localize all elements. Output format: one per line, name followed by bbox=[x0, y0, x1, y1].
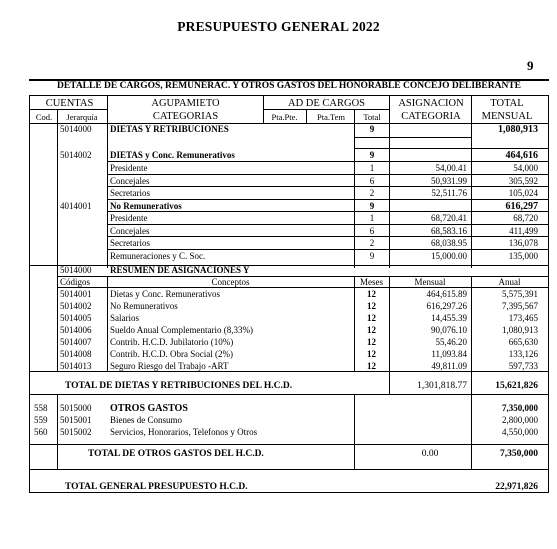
rule-row bbox=[107, 199, 548, 200]
cargo-total: 1 bbox=[369, 163, 375, 173]
cargo-asignacion: 54,00.41 bbox=[435, 163, 467, 173]
vline bbox=[548, 265, 549, 395]
vline bbox=[29, 95, 30, 268]
resumen-meses: 12 bbox=[367, 349, 376, 359]
cargo-total: 9 bbox=[369, 150, 375, 160]
rule-row bbox=[354, 148, 548, 149]
resumen-meses: 12 bbox=[367, 313, 376, 323]
cargo-label: DIETAS Y RETRIBUCIONES bbox=[110, 124, 229, 134]
resumen-concepto: Salarios bbox=[110, 313, 139, 323]
resumen-mensual: 90,076.10 bbox=[431, 325, 467, 335]
cargo-label: Concejales bbox=[110, 176, 150, 186]
rule-row bbox=[107, 249, 548, 250]
cargo-asignacion: 68,583.16 bbox=[431, 226, 467, 236]
rule-resumen-header bbox=[57, 287, 548, 288]
header-mensual: MENSUAL bbox=[481, 111, 533, 122]
otros-total-label: TOTAL DE OTROS GASTOS DEL H.C.D. bbox=[88, 449, 264, 459]
cargo-label: No Remunerativos bbox=[110, 201, 182, 211]
cargo-jerarquia: 4014001 bbox=[60, 201, 92, 211]
resumen-mensual: 464,615.89 bbox=[426, 289, 467, 299]
resumen-concepto: Contrib. H.C.D. Obra Social (2%) bbox=[110, 349, 233, 359]
grand-total-value: 22,971,826 bbox=[495, 482, 538, 492]
otros-valor: 4,550,000 bbox=[502, 427, 538, 437]
cargo-total: 6 bbox=[369, 226, 375, 236]
vline bbox=[354, 394, 355, 470]
resumen-col-anual: Anual bbox=[498, 277, 521, 287]
vline bbox=[57, 109, 58, 268]
resumen-col-codigos: Códigos bbox=[60, 277, 91, 287]
otros-jerarquia: 5015002 bbox=[60, 427, 92, 437]
resumen-total-label: TOTAL DE DIETAS Y RETRIBUCIONES DEL H.C.D. bbox=[65, 381, 293, 391]
resumen-jer: 5014000 bbox=[60, 265, 92, 275]
resumen-codigo: 5014008 bbox=[60, 349, 92, 359]
resumen-anual: 597,733 bbox=[508, 361, 538, 371]
cargo-total: 2 bbox=[369, 188, 375, 198]
vline bbox=[263, 95, 264, 123]
cargo-mensual: 54,000 bbox=[513, 163, 538, 173]
header-jerarquia: Jerarquía bbox=[66, 112, 98, 122]
page-number: 9 bbox=[527, 58, 534, 73]
cargo-label: Presidente bbox=[110, 213, 148, 223]
vline bbox=[306, 109, 307, 123]
cargo-mensual: 1,080,913 bbox=[498, 124, 538, 135]
resumen-codigo: 5014005 bbox=[60, 313, 92, 323]
rule-cuentas-split bbox=[30, 109, 108, 110]
header-categoria: CATEGORIA bbox=[401, 111, 461, 122]
otros-valor: 7,350,000 bbox=[502, 403, 538, 413]
resumen-mensual: 11,093.84 bbox=[431, 349, 467, 359]
vline bbox=[57, 265, 58, 372]
resumen-meses: 12 bbox=[367, 289, 376, 299]
cargo-total: 2 bbox=[369, 238, 375, 248]
cargo-mensual: 136,078 bbox=[508, 238, 538, 248]
otros-total-anual: 7,350,000 bbox=[500, 449, 538, 459]
resumen-col-meses: Meses bbox=[360, 277, 383, 287]
rule-row bbox=[107, 174, 548, 175]
cargo-asignacion: 52,511.76 bbox=[431, 188, 467, 198]
header-pta-tem: Pta.Tem bbox=[317, 112, 345, 122]
resumen-meses: 12 bbox=[367, 301, 376, 311]
vline bbox=[548, 95, 549, 268]
resumen-anual: 7,395,567 bbox=[502, 301, 538, 311]
vline bbox=[548, 469, 549, 493]
vline bbox=[107, 276, 108, 372]
otros-valor: 2,800,000 bbox=[502, 415, 538, 425]
rule-resumen-rows bbox=[29, 371, 548, 372]
resumen-col-conceptos: Conceptos bbox=[211, 277, 250, 287]
cargo-label: DIETAS y Conc. Remunerativos bbox=[110, 150, 235, 160]
grand-total-label: TOTAL GENERAL PRESUPUESTO H.C.D. bbox=[65, 482, 248, 492]
resumen-title: RESUMEN DE ASIGNACIONES Y bbox=[110, 265, 250, 275]
resumen-codigo: 5014006 bbox=[60, 325, 92, 335]
cargo-jerarquia: 5014000 bbox=[60, 124, 92, 134]
resumen-mensual: 55,46.20 bbox=[435, 337, 467, 347]
vline bbox=[29, 394, 30, 470]
resumen-total-anual: 15,621,826 bbox=[495, 381, 538, 391]
section-title: DETALLE DE CARGOS, REMUNERAC. Y OTROS GASTOS DEL HONORABLE CONCEJO DELIBERANTE bbox=[56, 81, 521, 91]
resumen-anual: 133,126 bbox=[508, 349, 538, 359]
header-total: Total bbox=[363, 112, 381, 122]
header-asignacion: ASIGNACION bbox=[398, 98, 464, 109]
rule-row bbox=[107, 161, 548, 162]
header-total-big: TOTAL bbox=[490, 98, 524, 109]
otros-cod: 558 bbox=[34, 403, 48, 413]
rule-bottom bbox=[29, 492, 549, 493]
cargo-mensual: 135,000 bbox=[508, 251, 538, 261]
resumen-concepto: Seguro Riesgo del Trabajo -ART bbox=[110, 361, 229, 371]
vline bbox=[29, 469, 30, 493]
page-title: PRESUPUESTO GENERAL 2022 bbox=[177, 19, 380, 34]
resumen-anual: 5,575,391 bbox=[502, 289, 538, 299]
cargo-mensual: 616,297 bbox=[505, 201, 538, 212]
resumen-anual: 665,630 bbox=[508, 337, 538, 347]
resumen-col-mensual: Mensual bbox=[414, 277, 446, 287]
header-cuentas: CUENTAS bbox=[45, 98, 94, 109]
resumen-mensual: 49,811.09 bbox=[431, 361, 467, 371]
header-pta-pte: Pta.Pte. bbox=[271, 112, 298, 122]
resumen-mensual: 616,297.26 bbox=[426, 301, 467, 311]
header-categorias: CATEGORIAS bbox=[152, 111, 219, 122]
resumen-concepto: Sueldo Anual Complementario (8,33%) bbox=[110, 325, 253, 335]
vline bbox=[57, 394, 58, 470]
resumen-concepto: Contrib. H.C.D. Jubilatorio (10%) bbox=[110, 337, 234, 347]
resumen-meses: 12 bbox=[367, 337, 376, 347]
otros-cod: 560 bbox=[34, 427, 48, 437]
resumen-codigo: 5014013 bbox=[60, 361, 92, 371]
otros-label: Bienes de Consumo bbox=[110, 415, 182, 425]
cargo-label: Secretarios bbox=[110, 188, 150, 198]
resumen-concepto: Dietas y Conc. Remunerativos bbox=[110, 289, 220, 299]
rule-row bbox=[354, 137, 471, 138]
cargo-label: Concejales bbox=[110, 226, 150, 236]
resumen-concepto: No Remunerativos bbox=[110, 301, 178, 311]
header-agrupamiento: AGUPAMIETO bbox=[151, 98, 220, 109]
cargo-mensual: 411,499 bbox=[509, 226, 538, 236]
rule-cargos-split bbox=[263, 109, 389, 110]
otros-total-mensual: 0.00 bbox=[421, 449, 439, 459]
header-ad-cargos: AD DE CARGOS bbox=[287, 98, 365, 109]
cargo-asignacion: 15,000.00 bbox=[431, 251, 467, 261]
resumen-anual: 173,465 bbox=[508, 313, 538, 323]
cargo-mensual: 305,592 bbox=[508, 176, 538, 186]
resumen-total-mensual: 1,301,818.77 bbox=[417, 381, 467, 391]
otros-label: OTROS GASTOS bbox=[110, 403, 188, 414]
resumen-codigo: 5014001 bbox=[60, 289, 92, 299]
cargo-total: 1 bbox=[369, 213, 375, 223]
cargo-label: Presidente bbox=[110, 163, 148, 173]
cargo-total: 9 bbox=[369, 251, 375, 261]
resumen-anual: 1,080,913 bbox=[502, 325, 538, 335]
rule-cargos-bottom bbox=[29, 265, 549, 266]
cargo-total: 9 bbox=[369, 201, 375, 211]
cargo-mensual: 68,720 bbox=[513, 213, 538, 223]
cargo-total: 9 bbox=[369, 124, 375, 134]
otros-jerarquia: 5015001 bbox=[60, 415, 92, 425]
otros-jerarquia: 5015000 bbox=[60, 403, 92, 413]
cargo-jerarquia: 5014002 bbox=[60, 150, 92, 160]
vline bbox=[29, 265, 30, 395]
otros-label: Servicios, Honorarios, Telefonos y Otros bbox=[110, 427, 258, 437]
cargo-asignacion: 68,720.41 bbox=[431, 213, 467, 223]
otros-cod: 559 bbox=[34, 415, 48, 425]
cargo-label: Remuneraciones y C. Soc. bbox=[110, 251, 206, 261]
cargo-mensual: 105,024 bbox=[508, 188, 538, 198]
cargo-label: Secretarios bbox=[110, 238, 150, 248]
resumen-codigo: 5014002 bbox=[60, 301, 92, 311]
rule-row bbox=[107, 224, 548, 225]
cargo-asignacion: 68,038.95 bbox=[431, 238, 467, 248]
resumen-meses: 12 bbox=[367, 325, 376, 335]
vline bbox=[548, 394, 549, 470]
resumen-meses: 12 bbox=[367, 361, 376, 371]
cargo-mensual: 464,616 bbox=[505, 150, 538, 161]
header-cod: Cod. bbox=[35, 112, 53, 122]
rule-otros bbox=[29, 444, 549, 445]
rule-otros-total bbox=[29, 469, 549, 470]
cargo-total: 6 bbox=[369, 176, 375, 186]
resumen-codigo: 5014007 bbox=[60, 337, 92, 347]
vline bbox=[107, 95, 108, 268]
resumen-mensual: 14,455.39 bbox=[431, 313, 467, 323]
cargo-asignacion: 50,931.99 bbox=[431, 176, 467, 186]
